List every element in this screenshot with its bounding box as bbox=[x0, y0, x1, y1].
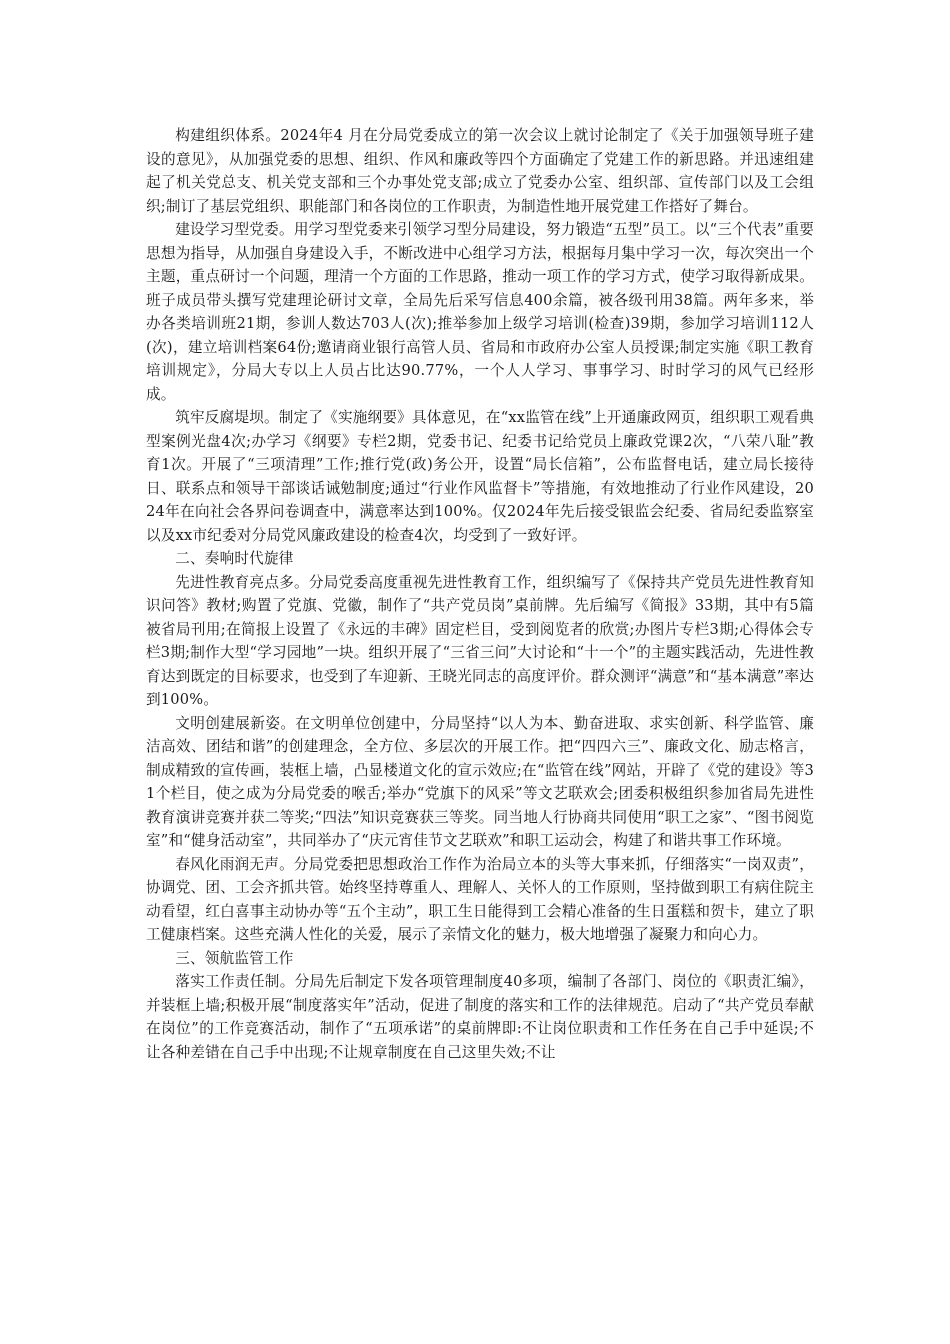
document-body bbox=[146, 124, 814, 1064]
section-heading-2: 二、奏响时代旋律 bbox=[175, 550, 294, 567]
paragraph-anti-corruption: 筑牢反腐堤坝。制定了《实施纲要》具体意见，在“xx监管在线”上开通廉政网页，组织职工观看典型案例光盘4次;办学习《纲要》专栏2期，党委书记、纪委书记给党员上廉政党课2次，“八荣八耻”教育1次。开展了“三项清理”工作;推行党(政)务公开，设置“局长信箱”，公布监督电话，建立局长接待日、联系点和领导干部谈话诫勉制度;通过“行业作风监督卡”等措施，有效地推动了行业作风建设，2024年在向社会各界问卷调查中，满意率达到100%。仅2024年先后接受银监会纪委、省局纪委监察室以及xx市纪委对分局党风廉政建设的检查4次，均受到了一致好评。 bbox=[146, 409, 814, 544]
paragraph-learning-party-committee: 建设学习型党委。用学习型党委来引领学习型分局建设，努力锻造“五型”员工。以“三个代表”重要思想为指导，从加强自身建设入手，不断改进中心组学习方法，根据每月集中学习一次，每次突出一个主题，重点研讨一个问题，理清一个方面的工作思路，推动一项工作的学习方式，使学习取得新成果。班子成员带头撰写党建理论研讨文章，全局先后采写信息400余篇，被各级刊用38篇。两年多来，举办各类培训班21期，参训人数达703人(次);推举参加上级学习培训(检查)39期，参加学习培训112人(次)，建立培训档案64份;邀请商业银行高管人员、省局和市政府办公室人员授课;制定实施《职工教育培训规定》，分局大专以上人员占比达90.77%，一个人人学习、事事学习、时时学习的风气已经形成。 bbox=[146, 221, 814, 403]
paragraph-work-responsibility: 落实工作责任制。分局先后制定下发各项管理制度40多项，编制了各部门、岗位的《职责汇编》，并装框上墙;积极开展“制度落实年”活动，促进了制度的落实和工作的法律规范。启动了“共产党员奉献在岗位”的工作竞赛活动，制作了“五项承诺”的桌前牌即:不让岗位职责和工作任务在自己手中延误;不让各种差错在自己手中出现;不让规章制度在自己这里失效;不让 bbox=[146, 973, 814, 1061]
paragraph-civilization-building: 文明创建展新姿。在文明单位创建中，分局坚持“以人为本、勤奋进取、求实创新、科学监管、廉洁高效、团结和谐”的创建理念，全方位、多层次的开展工作。把“四四六三”、廉政文化、励志格言，制成精致的宣传画，装框上墙，凸显楼道文化的宣示效应;在“监管在线”网站，开辟了《党的建设》等31个栏目，使之成为分局党委的喉舌;举办“党旗下的风采”等文艺联欢会;团委积极组织参加省局先进性教育演讲竞赛并获二等奖;“四法”知识竞赛获三等奖。同当地人行协商共同使用“职工之家”、“图书阅览室”和“健身活动室”，共同举办了“庆元宵佳节文艺联欢”和职工运动会，构建了和谐共事工作环境。 bbox=[146, 714, 814, 849]
paragraph-organization-system: 构建组织体系。2024年4 月在分局党委成立的第一次会议上就讨论制定了《关于加强领导班子建设的意见》，从加强党委的思想、组织、作风和廉政等四个方面确定了党建工作的新思路。并迅速组建起了机关党总支、机关党支部和三个办事处党支部;成立了党委办公室、组织部、宣传部门以及工会组织;制订了基层党组织、职能部门和各岗位的工作职责，为制造性地开展党建工作搭好了舞台。 bbox=[146, 127, 814, 215]
section-heading-3: 三、领航监管工作 bbox=[175, 949, 294, 967]
paragraph-spring-breeze: 春风化雨润无声。分局党委把思想政治工作作为治局立本的头等大事来抓，仔细落实“一岗双责”，协调党、团、工会齐抓共管。始终坚持尊重人、理解人、关怀人的工作原则，坚持做到职工有病住院主动看望，红白喜事主动协办等“五个主动”，职工生日能得到工会精心准备的生日蛋糕和贺卡，建立了职工健康档案。这些充满人性化的关爱，展示了亲情文化的魅力，极大地增强了凝聚力和向心力。 bbox=[146, 855, 814, 943]
paragraph-advanced-education: 先进性教育亮点多。分局党委高度重视先进性教育工作，组织编写了《保持共产党员先进性教育知识问答》教材;购置了党旗、党徽，制作了“共产党员岗”桌前牌。先后编写《简报》33期，其中有5篇被省局刊用;在简报上设置了《永远的丰碑》固定栏目，受到阅览者的欣赏;办图片专栏3期;心得体会专栏3期;制作大型“学习园地”一块。组织开展了“三省三问”大讨论和“十一个”的主题实践活动，先进性教育达到既定的目标要求，也受到了车迎新、王晓光同志的高度评价。群众测评“满意”和“基本满意”率达到100%。 bbox=[146, 573, 814, 708]
